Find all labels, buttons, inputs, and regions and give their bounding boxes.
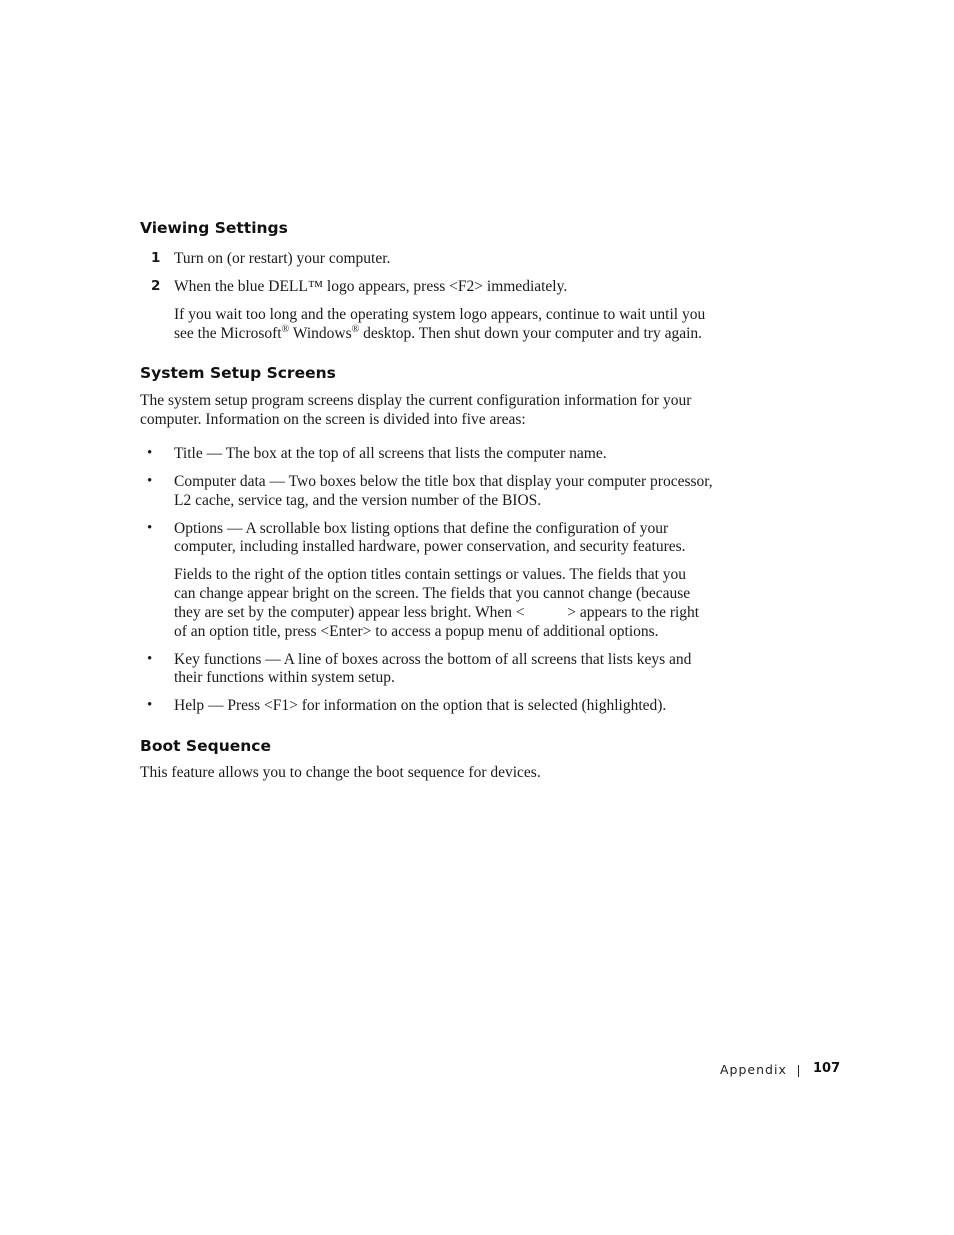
step-text-2: When the blue DELL™ logo appears, press <F2> immediately. (174, 278, 568, 295)
bullet-options-line-2: computer, including installed hardware, power conservation, and security features. (174, 538, 686, 555)
footer-divider (798, 1065, 799, 1077)
footer-section-label: Appendix (720, 1062, 787, 1077)
bullet-computer-data-line-1: Computer data — Two boxes below the title box that display your computer processor, (174, 473, 713, 490)
heading-system-setup-screens: System Setup Screens (140, 364, 336, 382)
options-detail-line-2: can change appear bright on the screen. The fields that you cannot change (because (174, 585, 691, 602)
step-note-line-2 (174, 324, 702, 343)
page-number: 107 (813, 1061, 841, 1076)
heading-boot-sequence: Boot Sequence (140, 737, 271, 755)
intro-line-2: computer. Information on the screen is divided into five areas: (140, 411, 526, 428)
bullet-computer-data-line-2: L2 cache, service tag, and the version number of the BIOS. (174, 492, 542, 509)
step-number-2: 2 (151, 278, 161, 294)
step-note-line-1: If you wait too long and the operating system logo appears, continue to wait until you (174, 306, 706, 323)
step-number-1: 1 (151, 250, 161, 266)
bullet-key-functions-line-1: Key functions — A line of boxes across the bottom of all screens that lists keys and (174, 651, 692, 668)
bullet-marker: • (147, 445, 153, 461)
bullet-marker: • (147, 473, 153, 489)
boot-sequence-text: This feature allows you to change the boot sequence for devices. (140, 764, 541, 781)
step-text-1: Turn on (or restart) your computer. (174, 250, 391, 267)
options-detail-line-1: Fields to the right of the option titles contain settings or values. The fields that you (174, 566, 686, 583)
bullet-options-line-1: Options — A scrollable box listing options that define the configuration of your (174, 520, 669, 537)
bullet-marker: • (147, 651, 153, 667)
bullet-title: Title — The box at the top of all screens that lists the computer name. (174, 445, 607, 462)
note-text-windows: Windows (289, 325, 352, 342)
heading-viewing-settings: Viewing Settings (140, 219, 288, 237)
options-detail-line-3: they are set by the computer) appear less bright. When < > appears to the right (174, 604, 700, 621)
intro-line-1: The system setup program screens display the current configuration information for your (140, 392, 692, 409)
bullet-key-functions-line-2: their functions within system setup. (174, 669, 395, 686)
bullet-marker: • (147, 520, 153, 536)
options-detail-line-4: of an option title, press <Enter> to access a popup menu of additional options. (174, 623, 659, 640)
registered-mark: ® (281, 324, 290, 335)
bullet-marker: • (147, 697, 153, 713)
bullet-help: Help — Press <F1> for information on the option that is selected (highlighted). (174, 697, 667, 714)
page-footer (720, 1061, 841, 1081)
registered-mark: ® (351, 324, 360, 335)
note-text-desktop: desktop. Then shut down your computer and try again. (359, 325, 703, 342)
note-text-microsoft: see the Microsoft (174, 325, 282, 342)
